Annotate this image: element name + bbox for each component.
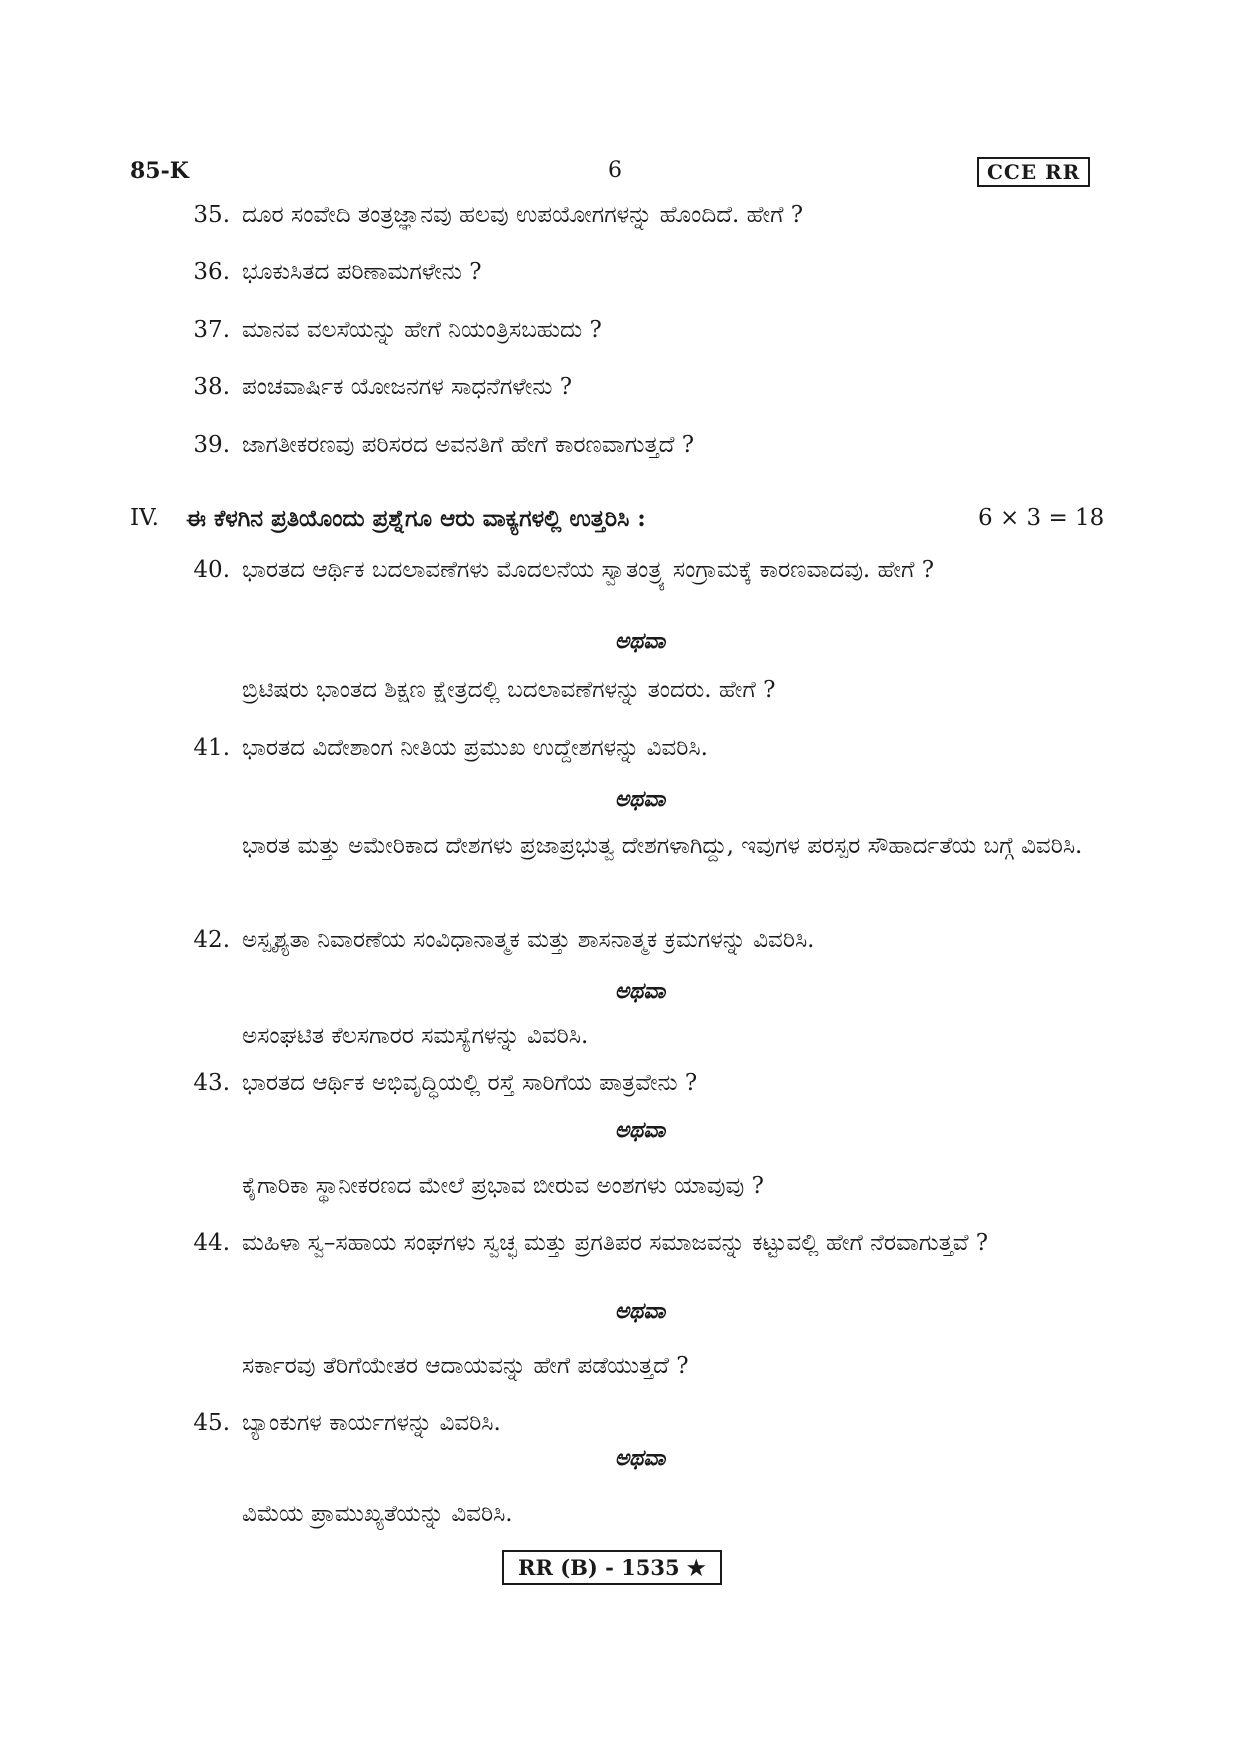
or-label: ಅಥವಾ <box>614 1117 666 1143</box>
question-number: 37. <box>193 317 230 343</box>
page-number: 6 <box>608 158 622 183</box>
alternative-45: ವಿಮೆಯ ಪ್ರಾಮುಖ್ಯತೆಯನ್ನು ವಿವರಿಸಿ. <box>242 1501 513 1527</box>
question-number: 38. <box>193 374 230 400</box>
or-label: ಅಥವಾ <box>614 978 666 1004</box>
question-number: 44. <box>193 1230 230 1256</box>
question-text: ಪಂಚವಾರ್ಷಿಕ ಯೋಜನಗಳ ಸಾಧನೆಗಳೇನು ? <box>242 374 573 400</box>
question-number: 45. <box>193 1410 230 1436</box>
alternative-44: ಸರ್ಕಾರವು ತೆರಿಗೆಯೇತರ ಆದಾಯವನ್ನು ಹೇಗೆ ಪಡೆಯುತ್ತದೆ ? <box>242 1353 689 1379</box>
or-label: ಅಥವಾ <box>614 1445 666 1471</box>
question-number: 35. <box>193 202 230 228</box>
question-text: ಬ್ಯಾಂಕುಗಳ ಕಾರ್ಯಗಳನ್ನು ವಿವರಿಸಿ. <box>242 1410 501 1436</box>
question-text: ಭೂಕುಸಿತದ ಪರಿಣಾಮಗಳೇನು ? <box>242 259 482 285</box>
question-text: ಅಸ್ಪೃಶ್ಯತಾ ನಿವಾರಣೆಯ ಸಂವಿಧಾನಾತ್ಮಕ ಮತ್ತು ಶಾಸನಾತ್ಮಕ ಕ್ರಮಗಳನ್ನು ವಿವರಿಸಿ. <box>242 927 815 953</box>
question-number: 39. <box>193 432 230 458</box>
alternative-42: ಅಸಂಘಟಿತ ಕೆಲಸಗಾರರ ಸಮಸ್ಯೆಗಳನ್ನು ವಿವರಿಸಿ. <box>242 1023 589 1049</box>
or-label: ಅಥವಾ <box>614 628 666 654</box>
question-text: ಜಾಗತೀಕರಣವು ಪರಿಸರದ ಅವನತಿಗೆ ಹೇಗೆ ಕಾರಣವಾಗುತ್ತದೆ ? <box>242 432 695 458</box>
question-text: ಭಾರತದ ವಿದೇಶಾಂಗ ನೀತಿಯ ಪ್ರಮುಖ ಉದ್ದೇಶಗಳನ್ನು ವಿವರಿಸಿ. <box>242 735 708 761</box>
question-text: ಭಾರತದ ಆರ್ಥಿಕ ಅಭಿವೃದ್ಧಿಯಲ್ಲಿ ರಸ್ತೆ ಸಾರಿಗೆಯ ಪಾತ್ರವೇನು ? <box>242 1070 698 1096</box>
section-instruction: ಈ ಕೆಳಗಿನ ಪ್ರತಿಯೊಂದು ಪ್ರಶ್ನೆಗೂ ಆರು ವಾಕ್ಯಗಳಲ್ಲಿ ಉತ್ತರಿಸಿ : <box>186 505 646 532</box>
question-44 <box>186 1223 1095 1303</box>
question-number: 42. <box>193 927 230 953</box>
question-number: 36. <box>193 259 230 285</box>
question-text: ಮಹಿಳಾ ಸ್ವ–ಸಹಾಯ ಸಂಘಗಳು ಸ್ವಚ್ಛ ಮತ್ತು ಪ್ರಗತಿಪರ ಸಮಾಜವನ್ನು ಕಟ್ಟುವಲ್ಲಿ ಹೇಗೆ ನೆರವಾಗುತ್ತವೆ ? <box>242 1230 989 1256</box>
alternative-43: ಕೈಗಾರಿಕಾ ಸ್ಥಾನೀಕರಣದ ಮೇಲೆ ಪ್ರಭಾವ ಬೀರುವ ಅಂಶಗಳು ಯಾವುವು ? <box>242 1173 764 1199</box>
series-box: CCE RR <box>977 157 1090 187</box>
section-marks: 6 × 3 = 18 <box>978 505 1105 531</box>
question-number: 40. <box>193 557 230 583</box>
section-number: IV. <box>130 505 159 531</box>
or-label: ಅಥವಾ <box>614 1298 666 1324</box>
or-label: ಅಥವಾ <box>614 786 666 812</box>
alternative-40: ಬ್ರಿಟಿಷರು ಭಾಂತದ ಶಿಕ್ಷಣ ಕ್ಷೇತ್ರದಲ್ಲಿ ಬದಲಾವಣೆಗಳನ್ನು ತಂದರು. ಹೇಗೆ ? <box>242 677 776 703</box>
question-text: ಭಾರತದ ಆರ್ಥಿಕ ಬದಲಾವಣೆಗಳು ಮೊದಲನೆಯ ಸ್ವಾತಂತ್ರ್ಯ ಸಂಗ್ರಾಮಕ್ಕೆ ಕಾರಣವಾದವು. ಹೇಗೆ ? <box>242 557 935 583</box>
footer-code: RR (B) - 1535 ★ <box>502 1550 722 1585</box>
question-text: ದೂರ ಸಂವೇದಿ ತಂತ್ರಜ್ಞಾನವು ಹಲವು ಉಪಯೋಗಗಳನ್ನು ಹೊಂದಿದೆ. ಹೇಗೆ ? <box>242 202 804 228</box>
question-number: 41. <box>193 735 230 761</box>
paper-code: 85-K <box>130 158 189 184</box>
question-number: 43. <box>193 1070 230 1096</box>
alternative-41: ಭಾರತ ಮತ್ತು ಅಮೇರಿಕಾದ ದೇಶಗಳು ಪ್ರಜಾಪ್ರಭುತ್ವ ದೇಶಗಳಾಗಿದ್ದು, ಇವುಗಳ ಪರಸ್ಪರ ಸೌಹಾರ್ದತೆಯ ಬಗ್ಗೆ ವಿವರಿಸಿ. <box>242 833 1083 859</box>
question-40 <box>186 550 1095 630</box>
question-text: ಮಾನವ ವಲಸೆಯನ್ನು ಹೇಗೆ ನಿಯಂತ್ರಿಸಬಹುದು ? <box>242 317 602 343</box>
